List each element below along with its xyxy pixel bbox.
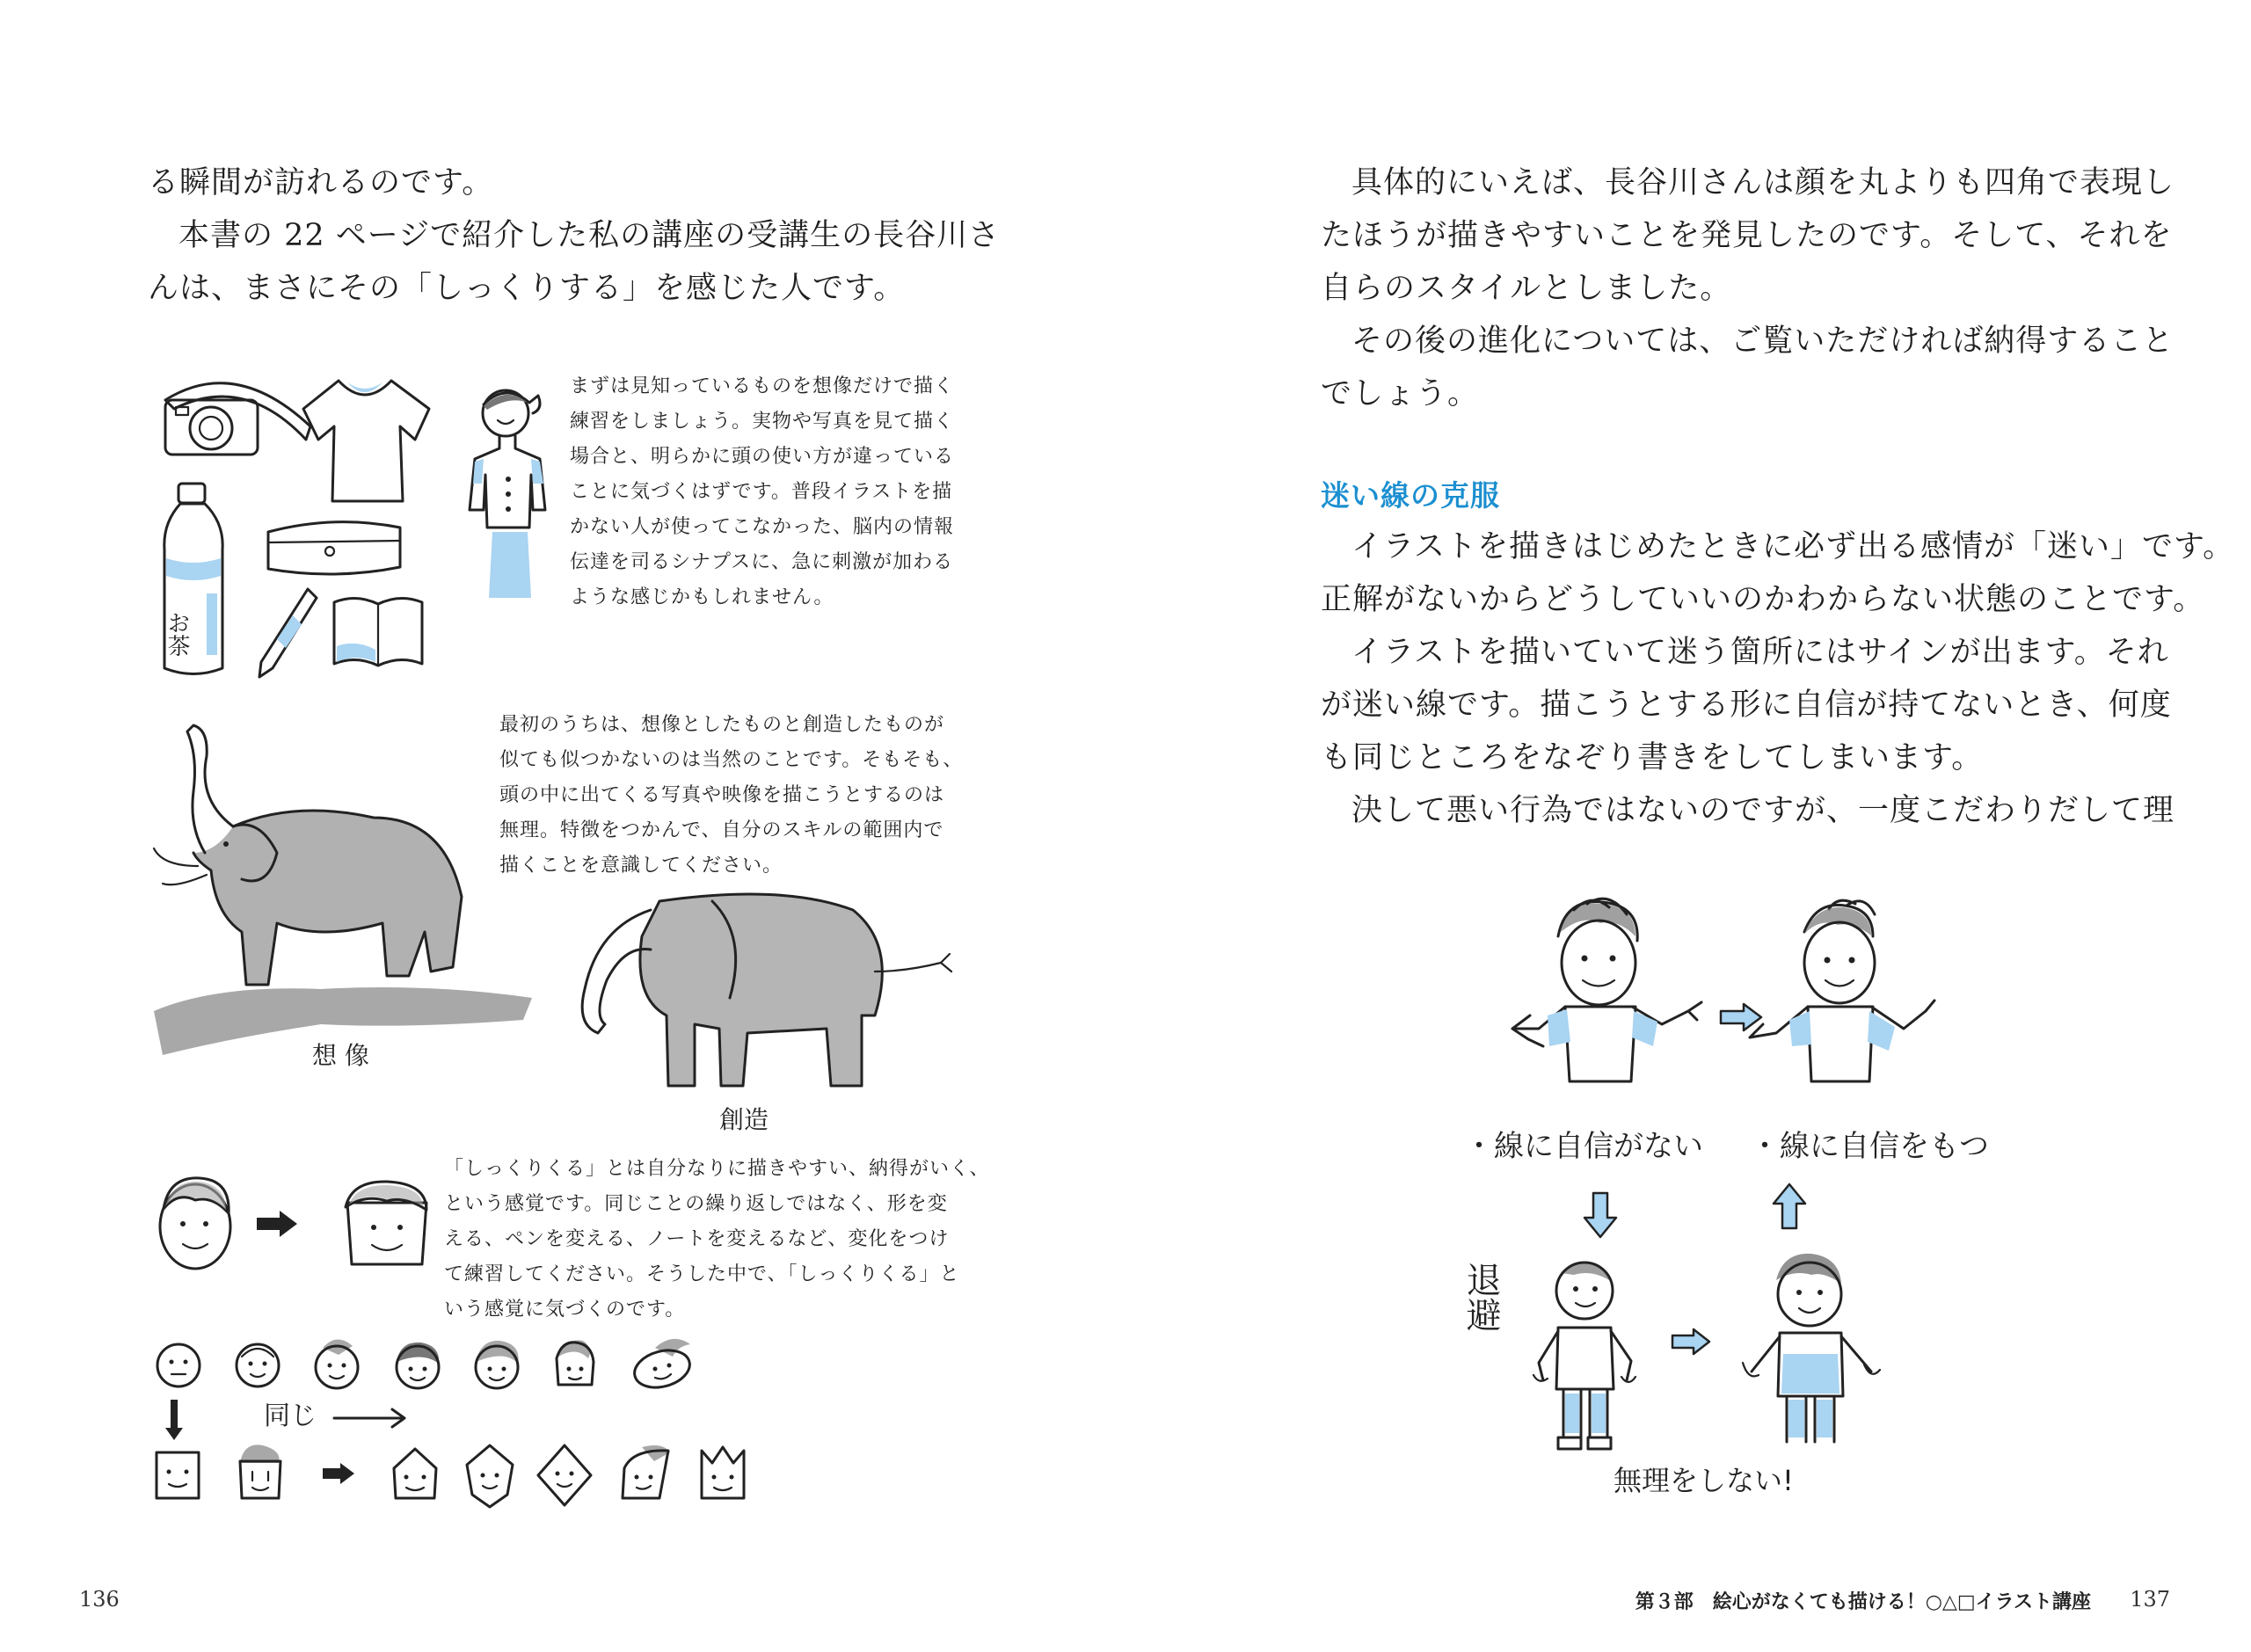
no-force-label-text: 無理をしない!: [1614, 1464, 1794, 1497]
face-evolution-row-top: [154, 1332, 734, 1398]
face-icon: [702, 1447, 744, 1498]
face-icon: [316, 1339, 358, 1388]
page-number-right: 137: [2130, 1587, 2170, 1612]
paragraph-line: 自らのスタイルとしました。: [1321, 271, 1732, 306]
caption-fitting-feeling: [444, 1152, 990, 1328]
caption-line: 練習をしましょう。実物や写真を見て描く: [570, 411, 955, 433]
arrow-right-blue-icon: [1671, 1328, 1711, 1356]
paragraph-line: も同じところをなぞり書きをしてしまいます。: [1321, 740, 1984, 775]
caption-line: 最初のうちは、想像としたものと創造したものが: [499, 714, 945, 736]
caption-line: かない人が使ってこなかった、脳内の情報: [570, 516, 955, 538]
caption-line: 無理。特徴をつかんで、自分のスキルの範囲内で: [499, 819, 944, 841]
paragraph-line: イラストを描きはじめたときに必ず出る感情が「迷い」です。: [1351, 529, 2235, 564]
paragraph-line: 具体的にいえば、長谷川さんは顔を丸よりも四角で表現し: [1351, 165, 2175, 200]
confidence-label: [1750, 1121, 2014, 1174]
bottle-label: お茶: [164, 611, 190, 657]
caption-line: いう感覚に気づくのです。: [444, 1299, 686, 1321]
bottle-drawing: [154, 479, 233, 681]
caption-line: 場合と、明らかに頭の使い方が違っている: [570, 446, 955, 468]
arrow-up-blue-icon: [1772, 1183, 1807, 1230]
imagination-label: [303, 1033, 409, 1077]
paragraph-line: 正解がないからどうしていいのかわからない状態のことです。: [1321, 582, 2205, 617]
face-icon: [394, 1449, 436, 1498]
caption-line: 伝達を司るシナプスに、急に刺激が加わる: [570, 551, 954, 573]
tshirt-drawing: [299, 374, 431, 506]
section-heading: 迷い線の克服: [1321, 478, 1500, 513]
face-icon: [557, 1340, 594, 1385]
caption-line: 似ても似つかないのは当然のことです。そもそも、: [499, 749, 964, 771]
paragraph-line: んは、まさにその「しっくりする」を感じた人です。: [148, 271, 906, 306]
no-confidence-label-text: ・線に自信がない: [1464, 1129, 1703, 1164]
pencil-case-drawing: [259, 514, 409, 585]
same-label: [264, 1394, 422, 1437]
right-page: [1126, 0, 2251, 1652]
creation-label-text: 創造: [719, 1105, 769, 1134]
imagination-label-text: 想 像: [312, 1041, 369, 1070]
camera-drawing: [157, 365, 315, 462]
same-label-text: 同じ: [264, 1401, 317, 1431]
caption-line: て練習してください。そうした中で、「しっくりくる」と: [444, 1263, 960, 1285]
paragraph-line: 本書の 22 ページで紹介した私の講座の受講生の長谷川さ: [178, 218, 1001, 253]
right-body-text-section: [1321, 520, 2235, 837]
simple-elephant-drawing: [563, 884, 958, 1103]
arrow-down-blue-icon: [1583, 1191, 1618, 1239]
face-icon: [237, 1344, 279, 1386]
face-icon: [623, 1445, 670, 1498]
paragraph-line: イラストを描いていて迷う箇所にはサインが出ます。それ: [1351, 635, 2169, 670]
creation-label: [710, 1097, 798, 1141]
caption-line: 描くことを意識してください。: [499, 855, 783, 877]
arrow-down-icon: [164, 1398, 185, 1442]
face-icon: [538, 1445, 591, 1505]
caption-line: ことに気づくはずです。普段イラストを描: [570, 481, 953, 503]
face-square-drawing: [339, 1176, 435, 1273]
caption-line: ような感じかもしれません。: [570, 586, 834, 608]
caption-imagination-vs-creation: [499, 708, 963, 884]
paragraph-line: たほうが描きやすいことを発見したのです。そして、それを: [1321, 218, 2173, 253]
caption-line: 「しっくりくる」とは自分なりに描きやすい、納得がいく、: [444, 1158, 990, 1180]
face-round-drawing: [151, 1169, 239, 1275]
caption-line: える、ペンを変える、ノートを変えるなど、変化をつけ: [444, 1228, 950, 1250]
face-icon: [467, 1445, 513, 1507]
improving-person-drawing: [1732, 1248, 1890, 1459]
caption-line: まずは見知っているものを想像だけで描く: [570, 375, 955, 397]
left-body-text: [148, 156, 1001, 315]
face-icon: [157, 1344, 200, 1386]
running-head: 第３部 絵心がなくても描ける！○△□イラスト講座: [1635, 1591, 2091, 1613]
no-confidence-label: [1464, 1121, 1728, 1174]
arrow-right-icon: [255, 1209, 299, 1239]
paragraph-line: る瞬間が訪れるのです。: [148, 165, 494, 200]
face-icon: [397, 1343, 439, 1388]
paragraph-line: 決して悪い行為ではないのですが、一度こだわりだして理: [1351, 793, 2175, 828]
book-drawing: [330, 593, 426, 673]
face-icon: [476, 1341, 519, 1388]
pen-drawing: [251, 585, 321, 681]
arrow-right-icon: [323, 1463, 354, 1484]
retreat-label-text: 退避: [1461, 1262, 1501, 1332]
paragraph-line: でしょう。: [1321, 376, 1480, 411]
face-icon: [240, 1445, 280, 1498]
page-number-left: 136: [79, 1587, 120, 1612]
caption-line: 頭の中に出てくる写真や映像を描こうとするのは: [499, 784, 945, 806]
no-force-label: [1614, 1455, 1842, 1508]
paragraph-line: が迷い線です。描こうとする形に自信が持てないとき、何度: [1321, 688, 2172, 723]
face-icon: [630, 1339, 694, 1394]
face-icon: [157, 1452, 199, 1498]
realistic-elephant-drawing: [145, 721, 550, 1073]
paragraph-line: その後の進化については、ご覧いただければ納得すること: [1351, 324, 2175, 359]
caption-imagination-practice: [570, 369, 954, 615]
right-body-text: [1321, 156, 2175, 420]
retreating-person-drawing: [1512, 1257, 1662, 1459]
caption-line: という感覚です。同じことの繰り返しではなく、形を変: [444, 1193, 948, 1215]
face-evolution-row-bottom: [149, 1442, 765, 1512]
woman-drawing: [457, 378, 554, 607]
confident-person-drawing: [1741, 897, 1943, 1108]
confidence-label-text: ・線に自信をもつ: [1750, 1129, 1989, 1164]
hesitant-person-drawing: [1504, 897, 1706, 1108]
